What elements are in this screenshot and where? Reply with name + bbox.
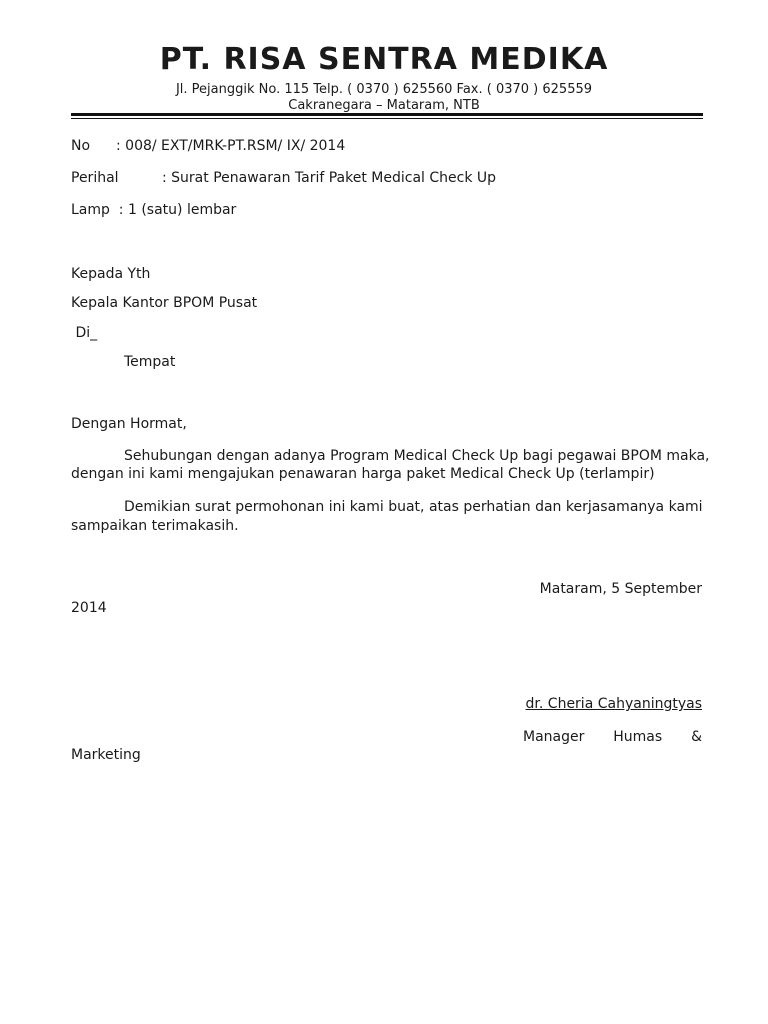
letterhead-divider-thin [71, 118, 703, 119]
letterhead-divider-thick [71, 113, 703, 116]
place-date: Mataram, 5 September [539, 581, 702, 597]
company-address-line1: Jl. Pejanggik No. 115 Telp. ( 0370 ) 625560 Fax. ( 0370 ) 625559 [175, 82, 593, 97]
signer-name: dr. Cheria Cahyaningtyas [525, 696, 702, 712]
subject-label: Perihal [71, 170, 119, 186]
paragraph2-line1: Demikian surat permohonan ini kami buat, atas perhatian dan kerjasamanya kami [124, 499, 703, 515]
company-address-line2: Cakranegara – Mataram, NTB [288, 98, 480, 113]
letter-number-label: No [71, 138, 91, 154]
signer-title-word: Humas [613, 729, 663, 745]
letter-number-value: : 008/ EXT/MRK-PT.RSM/ IX/ 2014 [116, 138, 346, 154]
company-name: PT. RISA SENTRA MEDIKA [159, 42, 609, 77]
paragraph1-line2: dengan ini kami mengajukan penawaran harga paket Medical Check Up (terlampir) [71, 466, 655, 482]
greeting: Dengan Hormat, [71, 416, 187, 432]
signer-title-continued: Marketing [71, 747, 141, 763]
signer-title [523, 729, 702, 745]
recipient-name: Kepala Kantor BPOM Pusat [71, 295, 258, 311]
recipient-salutation: Kepada Yth [71, 266, 151, 282]
date-year: 2014 [71, 600, 107, 616]
signer-title-word: Manager [523, 729, 585, 745]
recipient-di: Di_ [71, 325, 98, 341]
paragraph2-line2: sampaikan terimakasih. [71, 518, 239, 534]
recipient-place: Tempat [124, 354, 176, 370]
signer-title-word: & [691, 729, 702, 745]
subject-value: : Surat Penawaran Tarif Paket Medical Check Up [162, 170, 497, 186]
paragraph1-line1: Sehubungan dengan adanya Program Medical Check Up bagi pegawai BPOM maka, [124, 448, 710, 464]
attachment-line: Lamp : 1 (satu) lembar [71, 202, 237, 218]
